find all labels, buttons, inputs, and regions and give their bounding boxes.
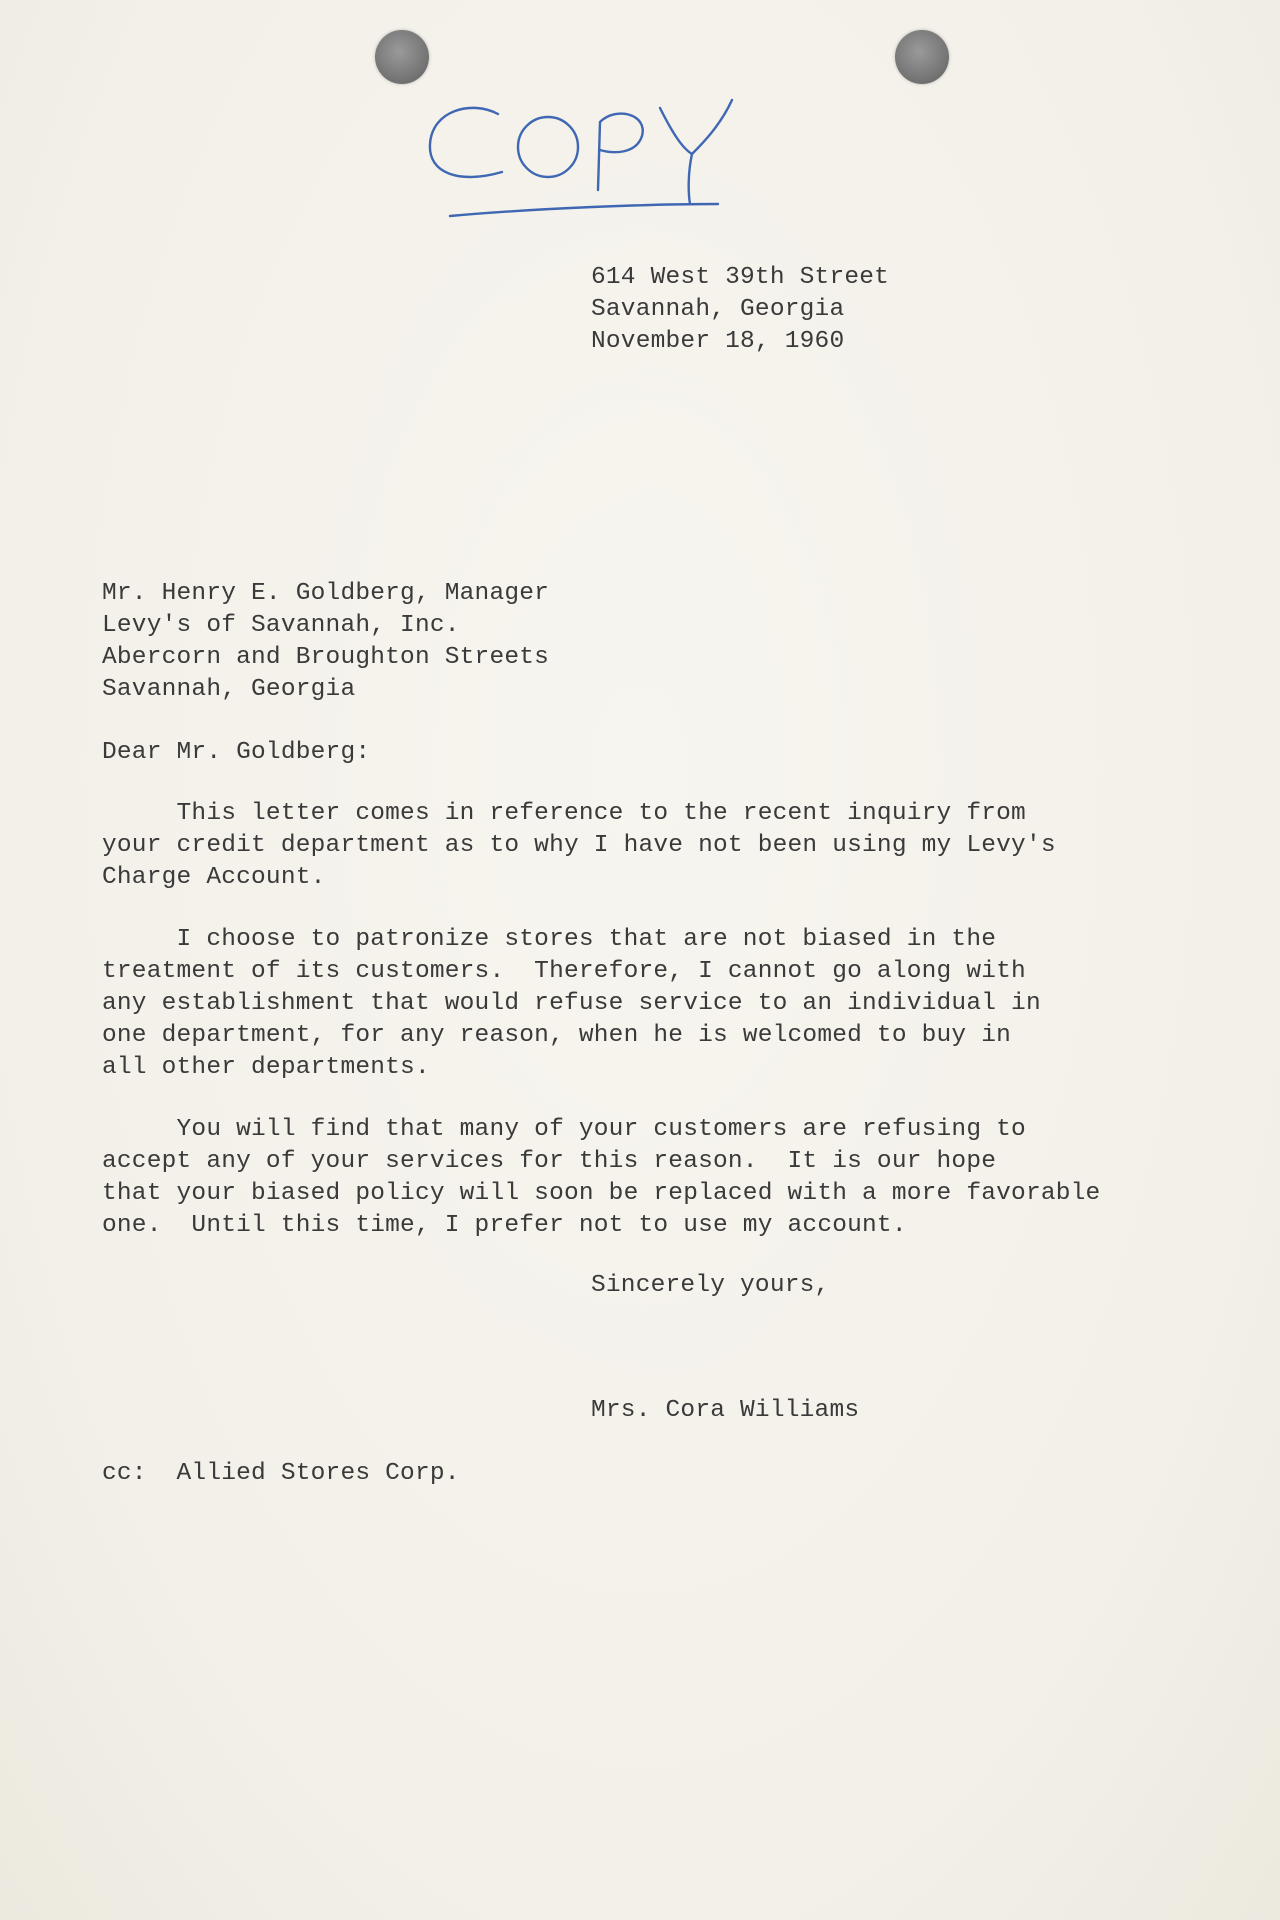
recipient-city: Savannah, Georgia [102,676,356,703]
paragraph-line: accept any of your services for this reason. It is our hope [102,1148,997,1175]
carbon-copy [102,1458,460,1490]
paragraph-line: Charge Account. [102,864,326,891]
cc-text: cc: Allied Stores Corp. [102,1460,460,1487]
inside-address [102,578,549,706]
closing-text: Sincerely yours, [591,1272,830,1299]
paragraph-line: I choose to patronize stores that are not biased in the [102,926,997,953]
recipient-name: Mr. Henry E. Goldberg, Manager [102,580,550,607]
return-address-street: 614 West 39th Street [591,264,890,291]
paragraph-line: your credit department as to why I have not been using my Levy's [102,832,1056,859]
punch-hole-right [895,30,949,84]
body-paragraph-1 [102,798,1056,894]
recipient-street: Abercorn and Broughton Streets [102,644,550,671]
salutation [102,737,370,769]
body-paragraph-3 [102,1114,1100,1242]
punch-hole-left [375,30,429,84]
paragraph-line: any establishment that would refuse service to an individual in [102,990,1041,1017]
letter-date: November 18, 1960 [591,328,845,355]
recipient-company: Levy's of Savannah, Inc. [102,612,460,639]
body-paragraph-2 [102,924,1041,1084]
typed-signature-name: Mrs. Cora Williams [591,1397,860,1424]
paragraph-line: all other departments. [102,1054,430,1081]
signature-block [591,1395,859,1427]
salutation-text: Dear Mr. Goldberg: [102,739,371,766]
handwritten-copy-mark [420,92,780,232]
paragraph-line: This letter comes in reference to the recent inquiry from [102,800,1026,827]
paragraph-line: You will find that many of your customers are refusing to [102,1116,1026,1143]
copy-mark-graphic [420,92,780,232]
closing [591,1270,829,1302]
return-address [591,262,889,358]
paragraph-line: one. Until this time, I prefer not to use my account. [102,1212,907,1239]
paragraph-line: treatment of its customers. Therefore, I cannot go along with [102,958,1026,985]
paragraph-line: one department, for any reason, when he is welcomed to buy in [102,1022,1012,1049]
return-address-city: Savannah, Georgia [591,296,845,323]
paragraph-line: that your biased policy will soon be replaced with a more favorable [102,1180,1101,1207]
